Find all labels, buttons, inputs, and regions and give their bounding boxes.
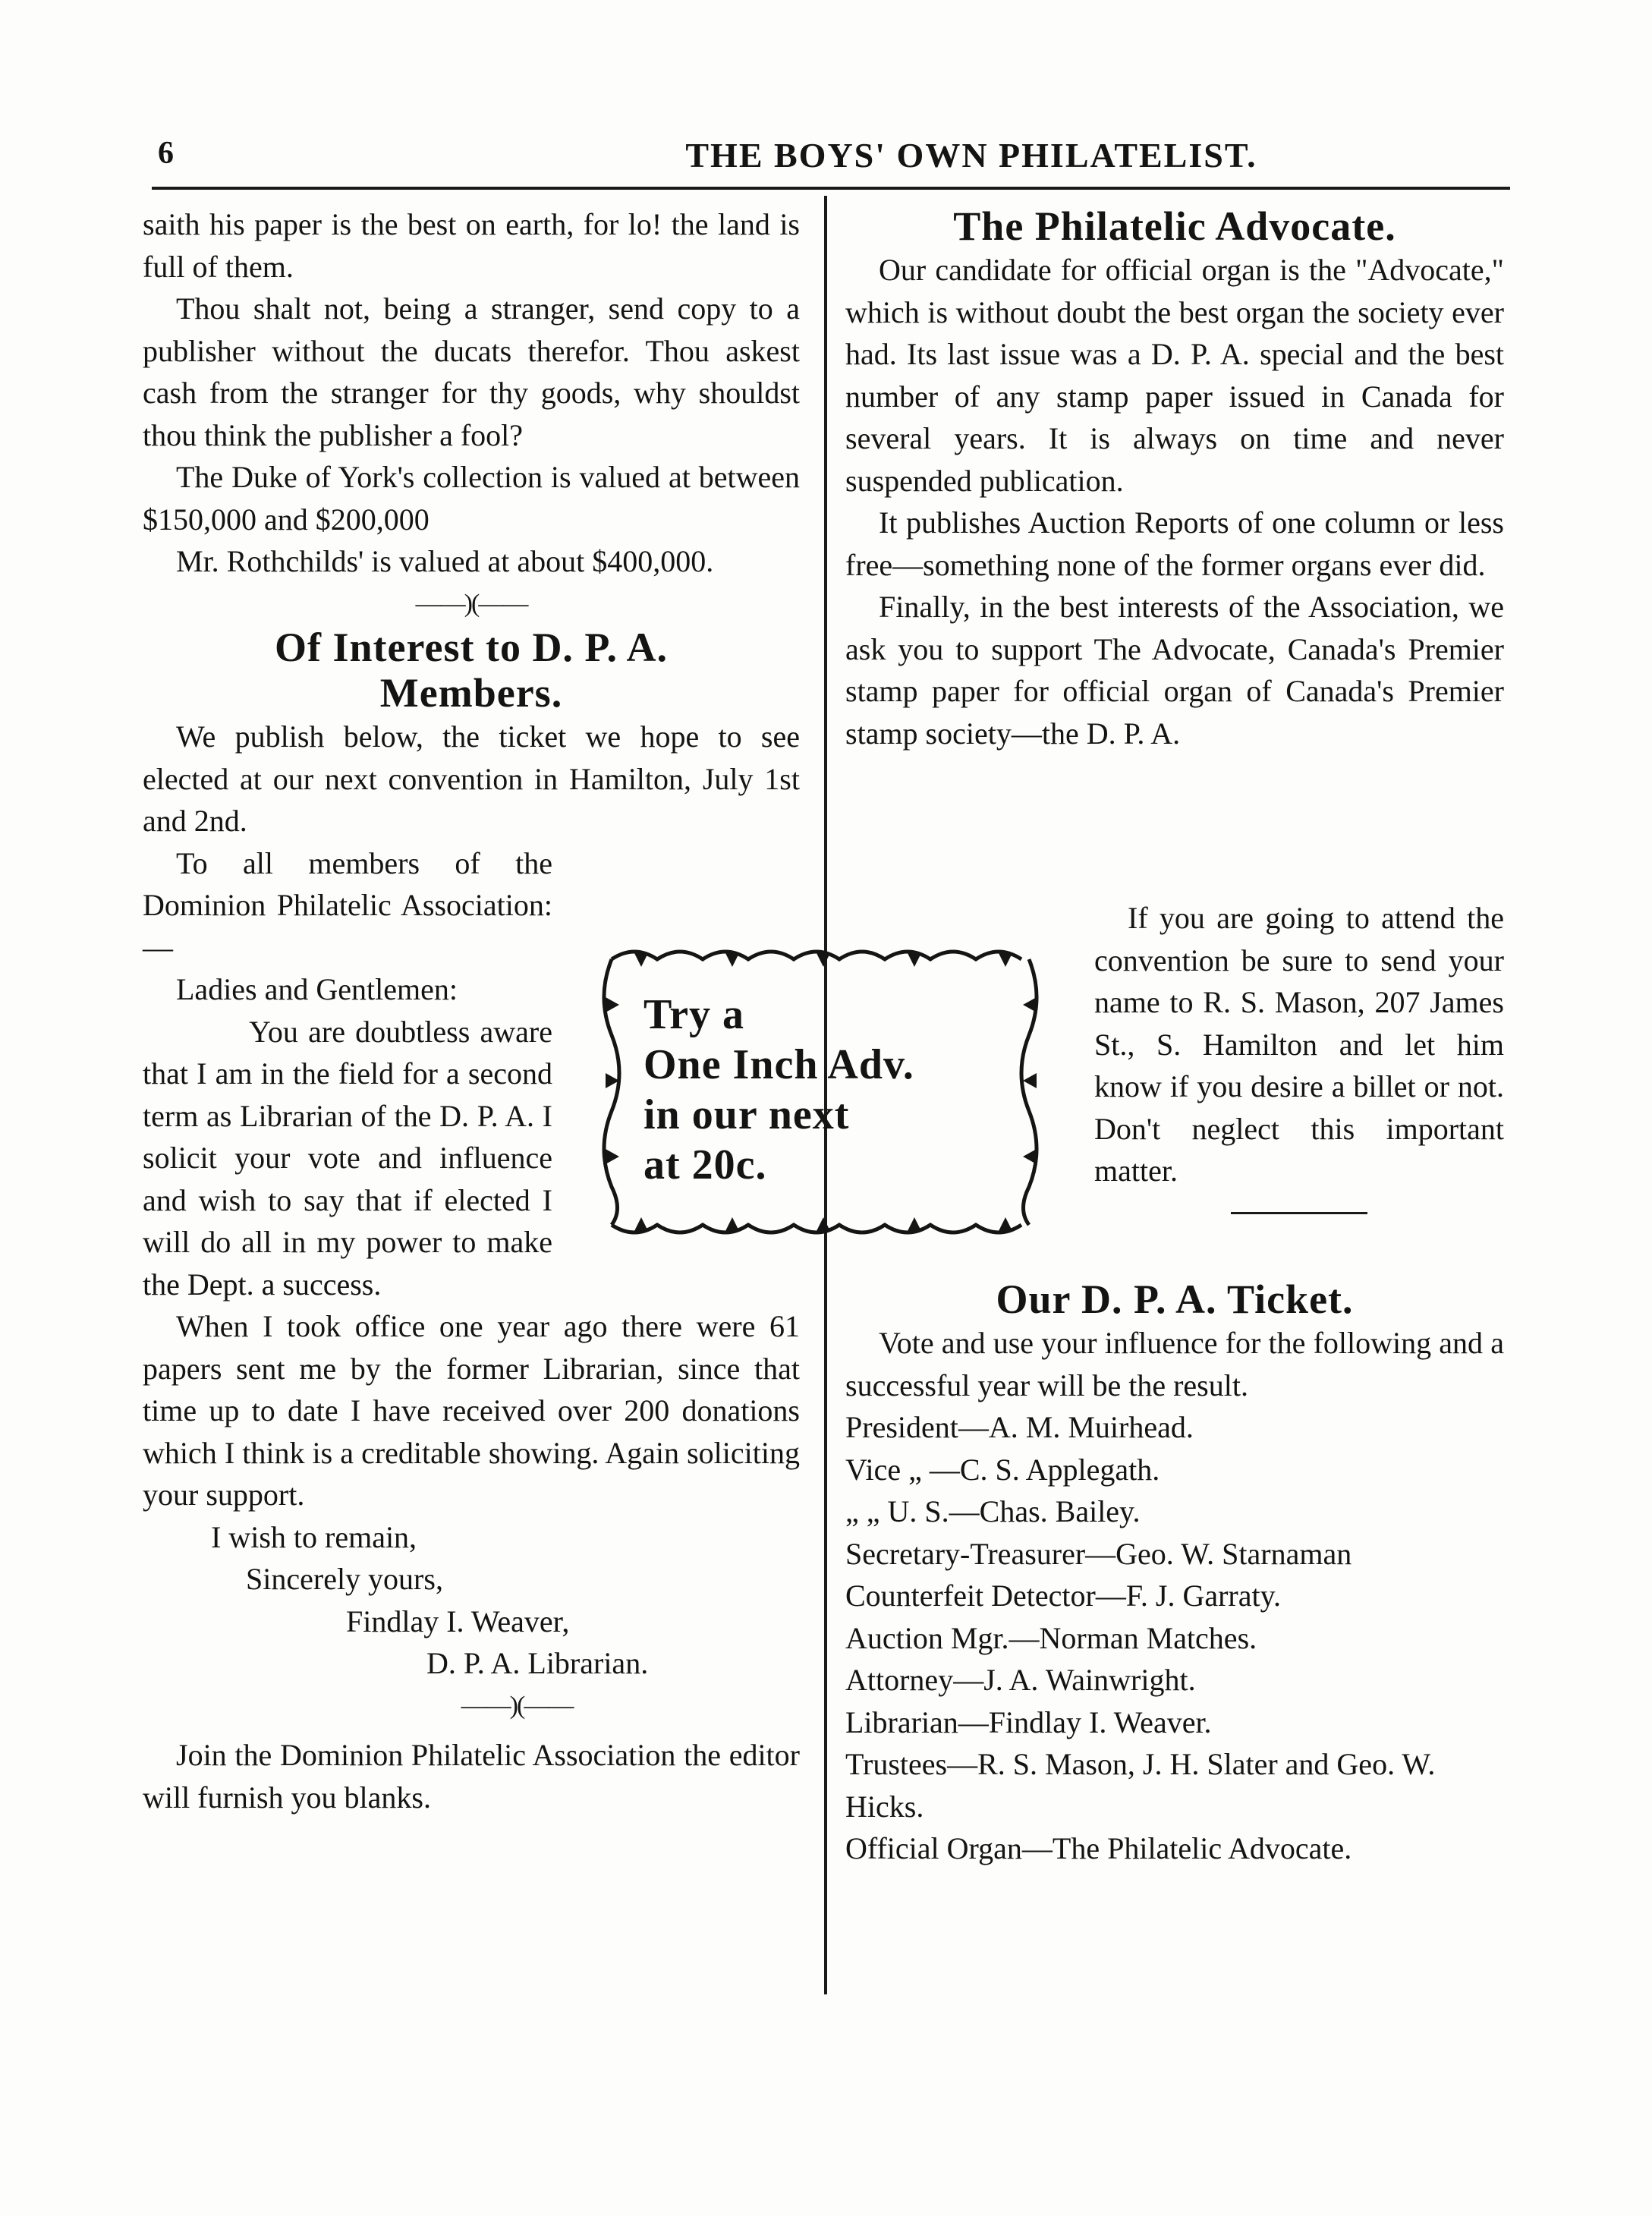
header-rule [152,187,1510,190]
ticket-heading: Our D. P. A. Ticket. [996,1276,1354,1322]
intro-paragraph: Thou shalt not, being a stranger, send copy to a publisher without the ducats therefor. Thou askest cash from the stranger for thy goods, why shouldst thou think the publisher a fool? [143,291,800,452]
intro-paragraph: saith his paper is the best on earth, for lo! the land is full of them. [143,207,800,284]
article-heading: The Philatelic Advocate. [953,203,1396,249]
ticket-entry: „ „ U. S.—Chas. Bailey. [845,1494,1141,1528]
ticket-entry: Attorney—J. A. Wainwright. [845,1663,1196,1697]
article-heading [143,625,800,716]
intro-paragraph: Mr. Rothchilds' is valued at about $400,000. [176,544,714,578]
advocate-paragraph: It publishes Auction Reports of one column or less free—something none of the former organs ever did. [845,505,1504,582]
right-column-top [845,203,1504,754]
ticket-entry: Secretary-Treasurer—Geo. W. Starnaman [845,1536,1352,1571]
ticket-entry: Official Organ—The Philatelic Advocate. [845,1831,1352,1865]
article-heading-line1: Of Interest to D. P. A. [275,625,668,670]
ad-line: at 20c. [643,1141,767,1188]
advocate-paragraph: Our candidate for official organ is the "Advocate," which is without doubt the best organ the society ever had. Its last issue was a D. P. A. special and the best number of any stamp paper issued in Canada for several years. It is always on time and never suspended publication. [845,253,1504,498]
publication-title: THE BOYS' OWN PHILATELIST. [685,136,1257,175]
ad-line: in our next [643,1091,850,1138]
ad-line: One Inch Adv. [643,1041,914,1088]
ad-line: Try a [643,991,745,1038]
ticket-intro: Vote and use your influence for the following and a successful year will be the result. [845,1326,1504,1402]
letter-body-continued: When I took office one year ago there were 61 papers sent me by the former Librarian, since that time up to date I have received over 200 donations which I think is a creditable showing. Again soliciting your support. [143,1309,800,1512]
ticket-entry: Vice „ —C. S. Applegath. [845,1452,1160,1487]
letter-salutation: To all members of the Dominion Philatelic Association:— [143,845,552,965]
article-heading-line2: Members. [379,670,563,716]
letter-greeting: Ladies and Gentlemen: [176,972,458,1006]
right-column-ticket [845,1276,1504,1870]
signature-title: D. P. A. Librarian. [426,1646,649,1680]
advocate-paragraph: Finally, in the best interests of the Association, we ask you to support The Advocate, Canada's Premier stamp paper for official organ of Canada's Premier stamp society—the D. P. A. [845,590,1504,751]
convention-note: If you are going to attend the convention be sure to send your name to R. S. Mason, 207 James St., S. Hamilton and let him know if you desire a billet or not. Don't neglect this important matter. [1094,901,1504,1188]
ticket-entry: Auction Mgr.—Norman Matches. [845,1620,1257,1655]
closing-line: Sincerely yours, [246,1562,443,1596]
ticket-list [845,1406,1504,1870]
right-column-convention-note [1094,897,1504,1214]
ornament-divider: ——)(—— [415,589,527,618]
footer-note: Join the Dominion Philatelic Association the editor will furnish you blanks. [143,1738,800,1815]
advertisement-box [589,936,1053,1248]
article-intro: We publish below, the ticket we hope to see elected at our next convention in Hamilton, July 1st and 2nd. [143,719,800,838]
signature-name: Findlay I. Weaver, [346,1604,570,1638]
advertisement-text [643,990,1023,1190]
closing-line: I wish to remain, [211,1519,417,1554]
ornament-divider: ——)(—— [461,1691,573,1720]
page-number: 6 [158,136,174,171]
ticket-entry: Librarian—Findlay I. Weaver. [845,1704,1212,1739]
ticket-entry: Trustees—R. S. Mason, J. H. Slater and Geo. W. Hicks. [845,1747,1436,1824]
ticket-entry: President—A. M. Muirhead. [845,1410,1194,1444]
ticket-entry: Counterfeit Detector—F. J. Garraty. [845,1579,1282,1613]
letter-block [143,842,552,1011]
section-rule [1231,1212,1367,1214]
letter-body: You are doubtless aware that I am in the field for a second term as Librarian of the D. P. A. I solicit your vote and influence and wish to say that if elected I will do all in my power to make the Dept. a success. [143,1014,552,1302]
intro-paragraph: The Duke of York's collection is valued at between $150,000 and $200,000 [143,460,800,537]
